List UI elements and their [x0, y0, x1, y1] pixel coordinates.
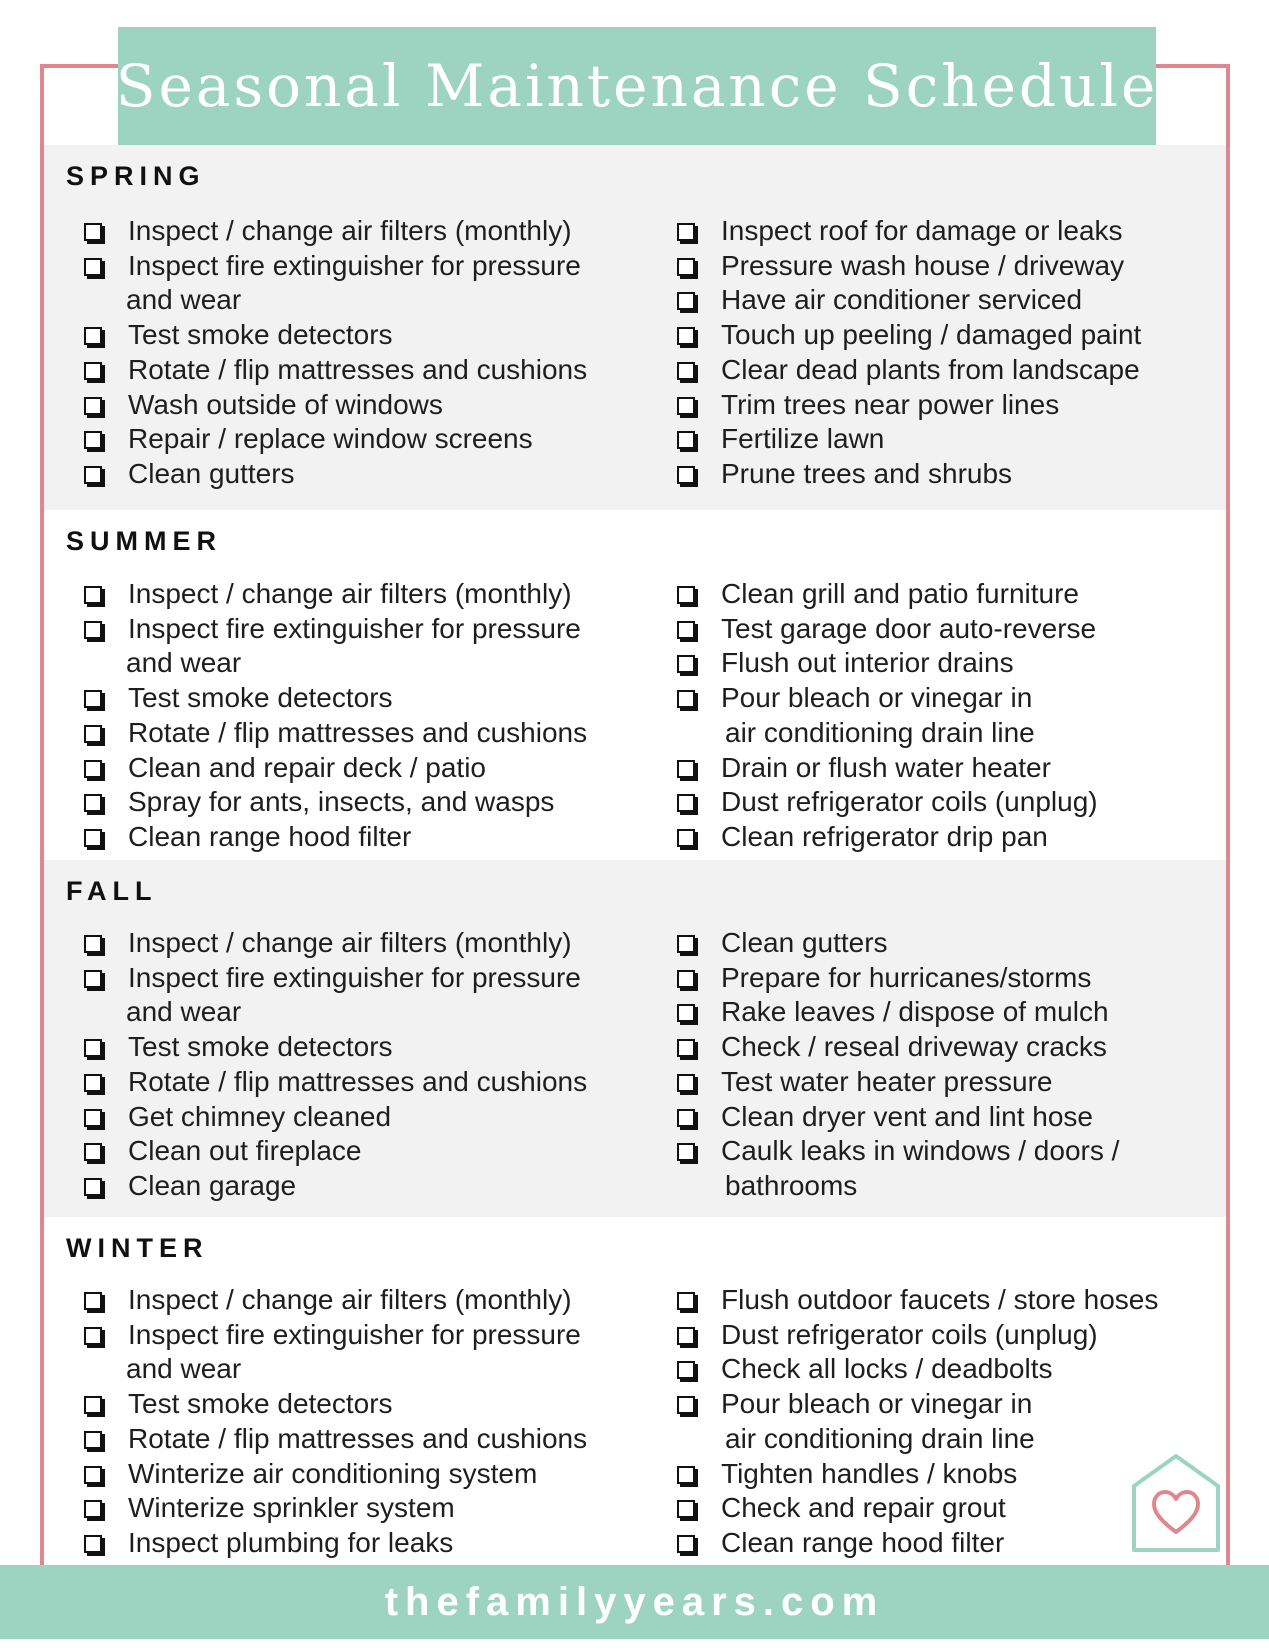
checklist-item-label: Flush outdoor faucets / store hoses — [721, 1284, 1159, 1315]
checkbox-icon[interactable] — [677, 760, 695, 778]
checklist-item-continuation: air conditioning drain line — [725, 1422, 1035, 1454]
checklist-item-label: Inspect fire extinguisher for pressure — [128, 1318, 581, 1350]
checklist-item-label: Flush out interior drains — [721, 647, 1014, 679]
checkbox-icon[interactable] — [84, 690, 102, 708]
house-heart-icon — [1130, 1452, 1222, 1554]
checkbox-icon[interactable] — [677, 935, 695, 953]
checklist-item-label: Drain or flush water heater — [721, 751, 1051, 783]
checklist-item-label: Prepare for hurricanes/storms — [721, 961, 1092, 993]
checkbox-icon[interactable] — [84, 621, 102, 639]
footer-url: thefamilyyears.com — [384, 1579, 885, 1624]
checkbox-icon[interactable] — [84, 935, 102, 953]
checklist-item-label: Clean garage — [128, 1169, 297, 1201]
checklist-item-continuation: and wear — [126, 647, 242, 679]
checklist-item-label: Test water heater pressure — [721, 1065, 1053, 1097]
checkbox-icon[interactable] — [84, 1292, 102, 1310]
checkbox-icon[interactable] — [84, 1327, 102, 1345]
checkbox-icon[interactable] — [84, 258, 102, 276]
checklist-item-continuation: and wear — [126, 1353, 242, 1385]
checkbox-icon[interactable] — [677, 586, 695, 604]
checkbox-icon[interactable] — [84, 760, 102, 778]
checklist-item-label: Test smoke detectors — [128, 319, 393, 351]
checklist-item-label: Clean grill and patio furniture — [721, 578, 1079, 609]
checkbox-icon[interactable] — [84, 327, 102, 345]
checklist-item-label: Repair / replace window screens — [128, 423, 533, 455]
checklist-item-label: Inspect / change air filters (monthly) — [128, 927, 572, 958]
checklist-item-label: Wash outside of windows — [128, 388, 443, 420]
checklist-item-label: Inspect plumbing for leaks — [128, 1526, 454, 1558]
checklist-item-label: Inspect roof for damage or leaks — [721, 215, 1123, 246]
checkbox-icon[interactable] — [677, 223, 695, 241]
section-heading-fall: FALL — [66, 876, 158, 906]
checklist-item-label: Clean range hood filter — [721, 1526, 1005, 1558]
checklist-item-label: Rotate / flip mattresses and cushions — [128, 1422, 588, 1454]
checkbox-icon[interactable] — [677, 258, 695, 276]
section-heading-spring: SPRING — [66, 161, 206, 191]
checklist-item-label: Inspect fire extinguisher for pressure — [128, 612, 581, 644]
checklist-item-label: Dust refrigerator coils (unplug) — [721, 786, 1098, 818]
checkbox-icon[interactable] — [677, 431, 695, 449]
checkbox-icon[interactable] — [84, 586, 102, 604]
checkbox-icon[interactable] — [84, 1074, 102, 1092]
checklist-item-label: Fertilize lawn — [721, 423, 885, 455]
checkbox-icon[interactable] — [677, 1327, 695, 1345]
checklist-item-label: Clear dead plants from landscape — [721, 353, 1140, 385]
checkbox-icon[interactable] — [677, 1396, 695, 1414]
checkbox-icon[interactable] — [677, 829, 695, 847]
checkbox-icon[interactable] — [84, 1535, 102, 1553]
checklist-item-label: Winterize air conditioning system — [128, 1457, 538, 1489]
checkbox-icon[interactable] — [84, 1396, 102, 1414]
section-spring — [44, 145, 1226, 510]
checklist-item-label: Winterize sprinkler system — [128, 1492, 455, 1524]
checkbox-icon[interactable] — [677, 1500, 695, 1518]
checklist-item-label: Check and repair grout — [721, 1492, 1006, 1524]
checkbox-icon[interactable] — [677, 794, 695, 812]
checkbox-icon[interactable] — [677, 1143, 695, 1161]
checkbox-icon[interactable] — [84, 829, 102, 847]
checkbox-icon[interactable] — [677, 292, 695, 310]
checklist-item-label: Dust refrigerator coils (unplug) — [721, 1318, 1098, 1350]
checkbox-icon[interactable] — [84, 794, 102, 812]
checklist-item-label: Check / reseal driveway cracks — [721, 1031, 1107, 1063]
checkbox-icon[interactable] — [677, 362, 695, 380]
checklist-item-label: Tighten handles / knobs — [721, 1457, 1018, 1489]
checkbox-icon[interactable] — [677, 621, 695, 639]
section-heading-summer: SUMMER — [66, 526, 222, 556]
checklist-item-label: Rotate / flip mattresses and cushions — [128, 353, 588, 385]
checklist-item-label: Pour bleach or vinegar in — [721, 682, 1033, 714]
section-summer — [44, 510, 1226, 860]
checklist-item-label: Clean out fireplace — [128, 1135, 362, 1167]
checkbox-icon[interactable] — [84, 1143, 102, 1161]
checklist-item-label: Pour bleach or vinegar in — [721, 1388, 1033, 1420]
checkbox-icon[interactable] — [677, 466, 695, 484]
checkbox-icon[interactable] — [677, 690, 695, 708]
checkbox-icon[interactable] — [677, 1039, 695, 1057]
checkbox-icon[interactable] — [84, 1178, 102, 1196]
checkbox-icon[interactable] — [677, 655, 695, 673]
checklist-item-continuation: bathrooms — [725, 1169, 858, 1201]
checklist-item-label: Check all locks / deadbolts — [721, 1353, 1053, 1385]
checkbox-icon[interactable] — [84, 970, 102, 988]
checkbox-icon[interactable] — [84, 725, 102, 743]
checklist-item-label: Test garage door auto-reverse — [721, 612, 1097, 644]
checklist-item-continuation: and wear — [126, 284, 242, 316]
checklist-item-label: Test smoke detectors — [128, 1031, 393, 1063]
checklist-item-continuation: and wear — [126, 996, 242, 1028]
checklist-item-label: Prune trees and shrubs — [721, 457, 1013, 489]
checklist-item-label: Rotate / flip mattresses and cushions — [128, 1065, 588, 1097]
checklist-item-label: Inspect / change air filters (monthly) — [128, 1284, 572, 1315]
checklist-item-label: Test smoke detectors — [128, 682, 393, 714]
checklist-item-label: Rotate / flip mattresses and cushions — [128, 716, 588, 748]
checkbox-icon[interactable] — [84, 431, 102, 449]
checklist-item-label: Pressure wash house / driveway — [721, 249, 1125, 281]
checkbox-icon[interactable] — [84, 466, 102, 484]
checklist-item-label: Test smoke detectors — [128, 1388, 393, 1420]
checklist-item-label: Clean dryer vent and lint hose — [721, 1100, 1093, 1132]
footer-banner — [0, 1565, 1269, 1639]
checkbox-icon[interactable] — [677, 1109, 695, 1127]
checkbox-icon[interactable] — [84, 362, 102, 380]
checkbox-icon[interactable] — [677, 1292, 695, 1310]
checklist-item-label: Inspect fire extinguisher for pressure — [128, 249, 581, 281]
checkbox-icon[interactable] — [84, 1109, 102, 1127]
checklist-item-label: Clean and repair deck / patio — [128, 751, 486, 783]
checkbox-icon[interactable] — [677, 397, 695, 415]
checkbox-icon[interactable] — [677, 1074, 695, 1092]
checkbox-icon[interactable] — [677, 1361, 695, 1379]
checklist-item-label: Get chimney cleaned — [128, 1100, 392, 1132]
checklist-item-label: Spray for ants, insects, and wasps — [128, 786, 555, 818]
checkbox-icon[interactable] — [84, 1039, 102, 1057]
checklist-item-label: Rake leaves / dispose of mulch — [721, 996, 1109, 1028]
checklist-item-label: Caulk leaks in windows / doors / — [721, 1135, 1120, 1167]
title-banner — [115, 27, 1159, 145]
checkbox-icon[interactable] — [84, 1431, 102, 1449]
checkbox-icon[interactable] — [677, 1466, 695, 1484]
checkbox-icon[interactable] — [84, 223, 102, 241]
checklist-item-label: Have air conditioner serviced — [721, 284, 1083, 316]
checklist-item-label: Inspect fire extinguisher for pressure — [128, 961, 581, 993]
page-title: Seasonal Maintenance Schedule — [115, 52, 1159, 120]
checkbox-icon[interactable] — [677, 970, 695, 988]
checklist-item-label: Clean range hood filter — [128, 820, 412, 852]
checkbox-icon[interactable] — [677, 327, 695, 345]
checkbox-icon[interactable] — [84, 397, 102, 415]
checkbox-icon[interactable] — [84, 1500, 102, 1518]
checkbox-icon[interactable] — [84, 1466, 102, 1484]
checklist-item-label: Clean gutters — [128, 457, 295, 489]
section-winter — [44, 1217, 1226, 1565]
section-heading-winter: WINTER — [66, 1233, 209, 1263]
checklist-item-label: Touch up peeling / damaged paint — [721, 319, 1142, 351]
checkbox-icon[interactable] — [677, 1004, 695, 1022]
checklist-item-label: Clean gutters — [721, 927, 888, 958]
checkbox-icon[interactable] — [677, 1535, 695, 1553]
checklist-item-label: Trim trees near power lines — [721, 388, 1060, 420]
checklist-item-continuation: air conditioning drain line — [725, 716, 1035, 748]
checklist-item-label: Inspect / change air filters (monthly) — [128, 578, 572, 609]
checklist-item-label: Clean refrigerator drip pan — [721, 820, 1048, 852]
checklist-item-label: Inspect / change air filters (monthly) — [128, 215, 572, 246]
section-fall — [44, 860, 1226, 1217]
